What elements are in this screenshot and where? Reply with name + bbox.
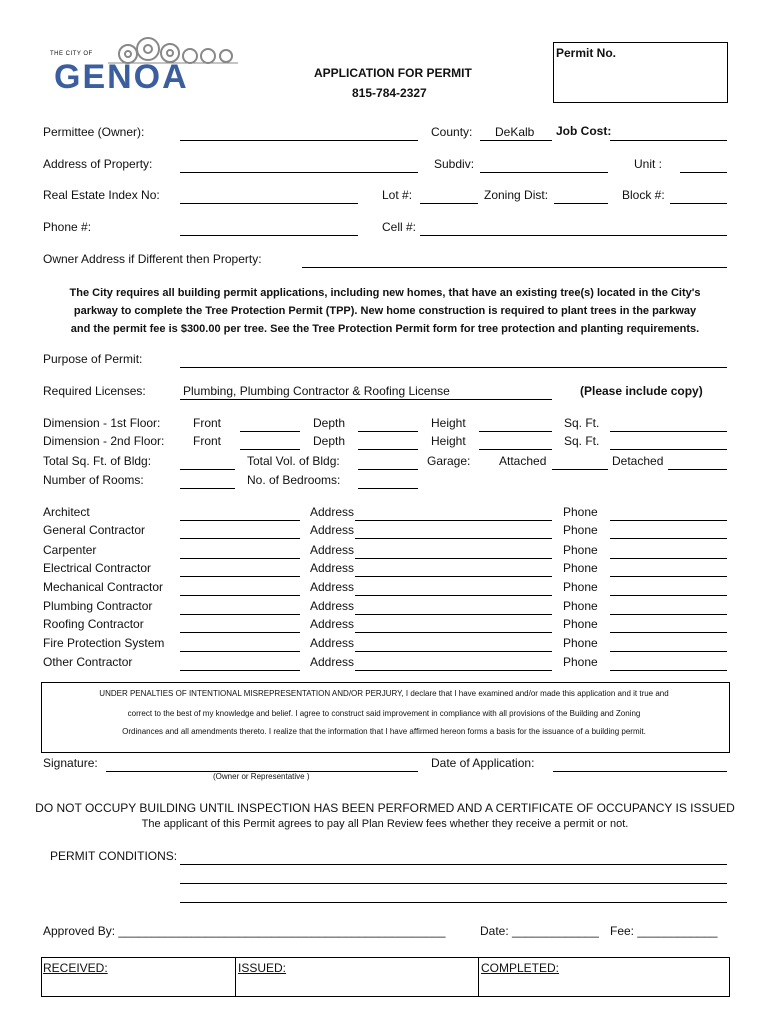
date-app-label: Date of Application: — [431, 756, 535, 770]
contractor-label: Mechanical Contractor — [43, 580, 164, 594]
received-label[interactable]: RECEIVED: — [43, 961, 108, 975]
contractor-address-label: Address — [310, 561, 355, 575]
depth-label: Depth — [313, 434, 346, 448]
county-value: DeKalb — [495, 125, 535, 139]
real-estate-label: Real Estate Index No: — [43, 188, 160, 202]
issued-label[interactable]: ISSUED: — [238, 961, 287, 975]
tree-notice-line: The City requires all building permit applications, including new homes, that have an existing tree(s) located in the City's — [69, 287, 701, 299]
conditions-line-2[interactable] — [180, 883, 727, 884]
contractor-name-field[interactable] — [180, 632, 300, 633]
dim-2nd-label: Dimension - 2nd Floor: — [43, 434, 165, 448]
front-2-field[interactable] — [240, 449, 300, 450]
height-1-field[interactable] — [479, 431, 552, 432]
depth-label: Depth — [313, 416, 346, 430]
contractor-label: Plumbing Contractor — [43, 599, 153, 613]
total-sqft-label: Total Sq. Ft. of Bldg: — [43, 454, 152, 468]
phone-label: Phone #: — [43, 220, 92, 234]
contractor-phone-label: Phone — [563, 599, 598, 613]
city-phone: 815-784-2327 — [352, 86, 427, 100]
front-label: Front — [193, 434, 222, 448]
contractor-address-field[interactable] — [355, 538, 552, 539]
contractor-address-label: Address — [310, 599, 355, 613]
contractor-name-field[interactable] — [180, 576, 300, 577]
contractor-phone-label: Phone — [563, 523, 598, 537]
contractor-address-field[interactable] — [355, 576, 552, 577]
cell-field[interactable] — [420, 235, 727, 236]
contractor-address-label: Address — [310, 543, 355, 557]
completed-label[interactable]: COMPLETED: — [481, 961, 560, 975]
zoning-field[interactable] — [554, 203, 608, 204]
contractor-phone-label: Phone — [563, 617, 598, 631]
perjury-line: correct to the best of my knowledge and belief. I agree to construct said improvement in compliance with all provisions of the Building and Zoning — [127, 709, 641, 718]
block-label: Block #: — [622, 188, 665, 202]
tree-notice-line: and the permit fee is $300.00 per tree. See the Tree Protection Permit form for tree protection and planting requirements. — [70, 323, 700, 335]
purpose-field[interactable] — [180, 367, 727, 368]
county-field[interactable] — [480, 140, 552, 141]
contractor-phone-label: Phone — [563, 655, 598, 669]
licenses-label: Required Licenses: — [43, 384, 146, 398]
contractor-address-field[interactable] — [355, 520, 552, 521]
contractor-label: Electrical Contractor — [43, 561, 152, 575]
height-label: Height — [431, 416, 466, 430]
permit-no-box[interactable] — [553, 42, 728, 103]
approved-by[interactable]: Approved By: _________________________________________________ — [43, 924, 446, 938]
contractor-label: General Contractor — [43, 523, 146, 537]
contractor-label: Other Contractor — [43, 655, 133, 669]
address-label: Address of Property: — [43, 157, 153, 171]
contractor-name-field[interactable] — [180, 595, 300, 596]
contractor-name-field[interactable] — [180, 651, 300, 652]
occupy-notice: DO NOT OCCUPY BUILDING UNTIL INSPECTION HAS BEEN PERFORMED AND A CERTIFICATE OF OCCUPANCY IS ISSUED — [35, 801, 735, 815]
cell-label: Cell #: — [382, 220, 417, 234]
purpose-label: Purpose of Permit: — [43, 352, 143, 366]
garage-label: Garage: — [427, 454, 471, 468]
contractor-label: Roofing Contractor — [43, 617, 144, 631]
licenses-field[interactable] — [180, 399, 552, 400]
height-2-field[interactable] — [479, 449, 552, 450]
lot-label: Lot #: — [382, 188, 413, 202]
contractor-address-label: Address — [310, 636, 355, 650]
dim-1st-label: Dimension - 1st Floor: — [43, 416, 161, 430]
contractor-phone-field[interactable] — [610, 520, 727, 521]
contractor-name-field[interactable] — [180, 670, 300, 671]
owner-rep-caption: (Owner or Representative ) — [213, 772, 310, 781]
contractor-phone-label: Phone — [563, 561, 598, 575]
front-label: Front — [193, 416, 222, 430]
attached-field[interactable] — [552, 469, 608, 470]
signature-label: Signature: — [43, 756, 98, 770]
status-divider — [478, 957, 479, 997]
total-vol-field[interactable] — [358, 469, 418, 470]
status-divider — [235, 957, 236, 997]
contractor-phone-field[interactable] — [610, 538, 727, 539]
real-estate-field[interactable] — [180, 203, 358, 204]
permittee-field[interactable] — [180, 140, 418, 141]
licenses-note: (Please include copy) — [580, 384, 703, 398]
height-label: Height — [431, 434, 466, 448]
block-field[interactable] — [670, 203, 727, 204]
logo-title: GENOA — [54, 58, 189, 96]
job-cost-label: Job Cost: — [556, 124, 612, 138]
front-1-field[interactable] — [240, 431, 300, 432]
rooms-label: Number of Rooms: — [43, 473, 144, 487]
county-label: County: — [431, 125, 473, 139]
contractor-address-field[interactable] — [355, 614, 552, 615]
status-box — [41, 957, 730, 997]
contractor-phone-field[interactable] — [610, 614, 727, 615]
phone-field[interactable] — [180, 235, 358, 236]
conditions-line-3[interactable] — [180, 902, 727, 903]
licenses-value: Plumbing, Plumbing Contractor & Roofing License — [183, 384, 450, 398]
bedrooms-label: No. of Bedrooms: — [247, 473, 341, 487]
contractor-phone-field[interactable] — [610, 651, 727, 652]
contractor-phone-field[interactable] — [610, 576, 727, 577]
permittee-label: Permittee (Owner): — [43, 125, 145, 139]
contractor-phone-label: Phone — [563, 580, 598, 594]
subdiv-field[interactable] — [480, 172, 608, 173]
contractor-label: Carpenter — [43, 543, 97, 557]
contractor-label: Fire Protection System — [43, 636, 165, 650]
contractor-phone-field[interactable] — [610, 670, 727, 671]
unit-label: Unit : — [634, 157, 663, 171]
logo-small-text: THE CITY OF — [50, 51, 93, 57]
contractor-name-field[interactable] — [180, 558, 300, 559]
approval-date[interactable]: Date: _____________ — [480, 924, 599, 938]
contractor-address-label: Address — [310, 505, 355, 519]
contractor-name-field[interactable] — [180, 538, 300, 539]
job-cost-field[interactable] — [610, 140, 727, 141]
conditions-label: PERMIT CONDITIONS: — [50, 849, 178, 863]
detached-label: Detached — [612, 454, 664, 468]
date-app-field[interactable] — [553, 771, 727, 772]
total-sqft-field[interactable] — [180, 469, 235, 470]
owner-address-field[interactable] — [302, 267, 727, 268]
contractor-address-label: Address — [310, 580, 355, 594]
contractor-address-label: Address — [310, 655, 355, 669]
contractor-name-field[interactable] — [180, 520, 300, 521]
depth-1-field[interactable] — [358, 431, 418, 432]
contractor-address-field[interactable] — [355, 558, 552, 559]
owner-address-label: Owner Address if Different then Property: — [43, 252, 262, 266]
address-field[interactable] — [180, 172, 418, 173]
contractor-phone-label: Phone — [563, 636, 598, 650]
sqft-label: Sq. Ft. — [564, 416, 600, 430]
sqft-2-field[interactable] — [610, 449, 727, 450]
approval-fee[interactable]: Fee: ____________ — [610, 924, 718, 938]
rooms-field[interactable] — [180, 488, 235, 489]
contractor-label: Architect — [43, 505, 90, 519]
detached-field[interactable] — [668, 469, 727, 470]
contractor-phone-field[interactable] — [610, 558, 727, 559]
review-fees-notice: The applicant of this Permit agrees to pay all Plan Review fees whether they receive a permit or not. — [141, 818, 629, 830]
sqft-1-field[interactable] — [610, 431, 727, 432]
contractor-name-field[interactable] — [180, 614, 300, 615]
perjury-line: Ordinances and all amendments thereto. I realize that the information that I have affirmed hereon forms a basis for the issuance of a building permit. — [122, 727, 646, 736]
unit-field[interactable] — [680, 172, 727, 173]
contractor-address-field[interactable] — [355, 595, 552, 596]
attached-label: Attached — [499, 454, 547, 468]
lot-field[interactable] — [420, 203, 478, 204]
contractor-address-field[interactable] — [355, 670, 552, 671]
contractor-address-label: Address — [310, 523, 355, 537]
total-vol-label: Total Vol. of Bldg: — [247, 454, 340, 468]
form-title: APPLICATION FOR PERMIT — [314, 66, 472, 80]
sqft-label: Sq. Ft. — [564, 434, 600, 448]
tree-notice — [0, 284, 770, 338]
contractor-phone-field[interactable] — [610, 632, 727, 633]
subdiv-label: Subdiv: — [434, 157, 475, 171]
depth-2-field[interactable] — [358, 449, 418, 450]
contractor-phone-field[interactable] — [610, 595, 727, 596]
bedrooms-field[interactable] — [358, 488, 418, 489]
conditions-line-1[interactable] — [180, 864, 727, 865]
contractor-address-label: Address — [310, 617, 355, 631]
perjury-line: UNDER PENALTIES OF INTENTIONAL MISREPRESENTATION AND/OR PERJURY, I declare that I have examined and/or made this application and it true and — [99, 689, 669, 698]
permit-no-label: Permit No. — [556, 46, 617, 60]
tree-notice-line: parkway to complete the Tree Protection Permit (TPP). New home construction is required to plant trees in the parkway — [73, 305, 697, 317]
contractor-address-field[interactable] — [355, 651, 552, 652]
contractor-phone-label: Phone — [563, 543, 598, 557]
contractor-phone-label: Phone — [563, 505, 598, 519]
city-logo — [48, 36, 238, 96]
zoning-label: Zoning Dist: — [484, 188, 549, 202]
contractor-address-field[interactable] — [355, 632, 552, 633]
